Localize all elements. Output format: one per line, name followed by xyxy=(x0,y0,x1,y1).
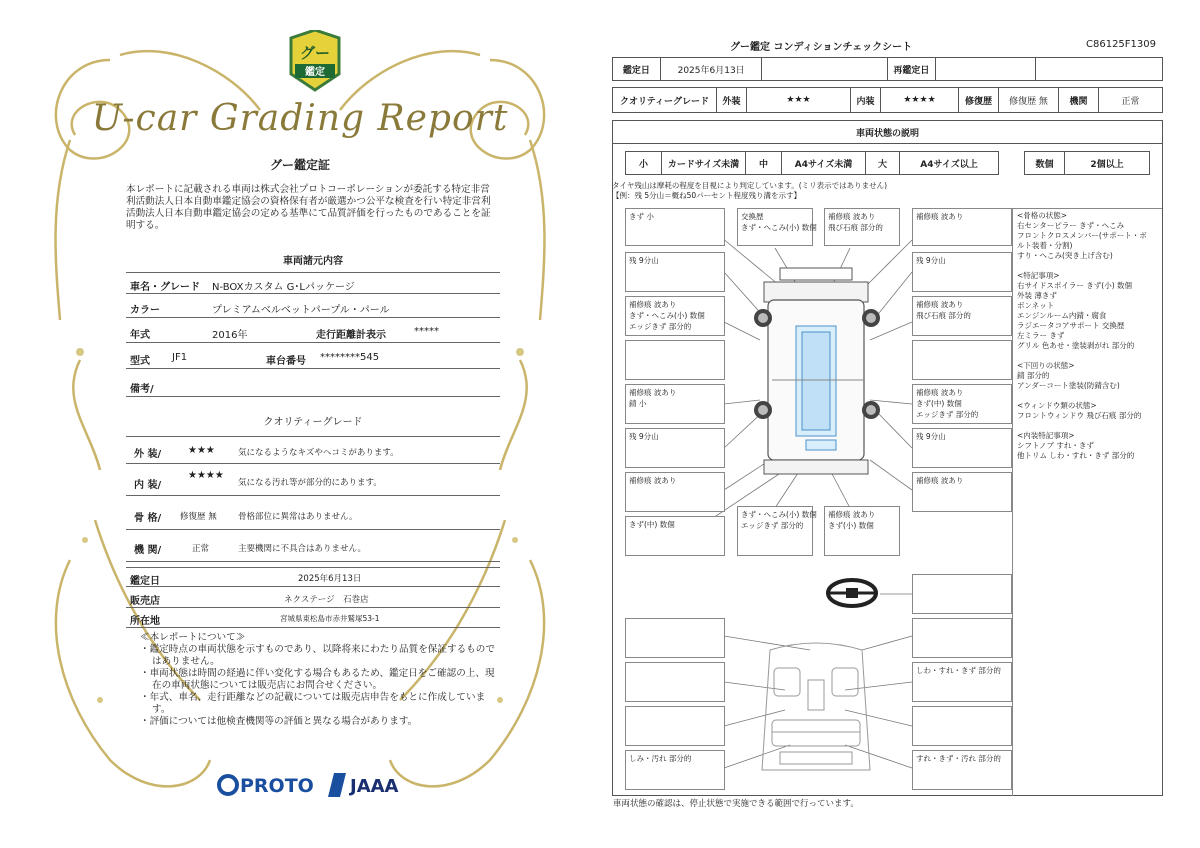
condition-box xyxy=(625,340,725,380)
jaaa-logo-icon xyxy=(328,773,346,797)
goo-appraisal-badge-icon xyxy=(287,30,343,92)
spec-row-remarks: 備考/ xyxy=(126,375,500,397)
condition-box: 補修痕 波あり 飛び石痕 部分的 xyxy=(824,208,900,246)
notes-special: <特記事項> 右サイドスポイラー きず(小) 数個 外装 薄きず ボンネット エンジンルーム内錆・腐食 ラジエータコアサポート 交換歴 左ミラー きず グリル 色あせ・塗装剥がれ 部分的 xyxy=(1017,271,1135,350)
date-row: 鑑定日 2025年6月13日 再鑑定日 xyxy=(612,57,1163,81)
condition-check-sheet xyxy=(600,0,1200,848)
notes-frame: <骨格の状態> 右センターピラー きず・へこみ フロントクロスメンバー(サポート・ボ ルト装着・分割) すり・へこみ(突き上げ含む) xyxy=(1017,211,1147,260)
state-title-row: 車両状態の説明 xyxy=(612,120,1163,144)
spec-row-name: 車名・グレード N-BOXカスタム G･Lパッケージ xyxy=(126,272,500,294)
condition-box: 補修痕 波あり 錆 小 xyxy=(625,384,725,424)
condition-box: しわ・すれ・きず 部分的 xyxy=(912,662,1012,702)
condition-box: 交換歴 きず・へこみ(小) 数個 xyxy=(737,208,813,246)
condition-box xyxy=(625,662,725,702)
notes-window: <ウィンドウ類の状態> フロントウィンドウ 飛び石痕 部分的 xyxy=(1017,401,1142,420)
svg-text:鑑定: 鑑定 xyxy=(305,67,325,78)
spec-row-color: カラー プレミアムベルベットパープル・パール xyxy=(126,296,500,318)
notes-interior: <内装特記事項> シフトノブ すれ・きず 他トリム しわ・すれ・きず 部分的 xyxy=(1017,431,1135,460)
condition-box: すれ・きず・汚れ 部分的 xyxy=(912,750,1012,790)
condition-box: 補修痕 波あり きず・へこみ(小) 数個 エッジきず 部分的 xyxy=(625,296,725,336)
condition-box: 残 9分山 xyxy=(912,428,1012,468)
appraisal-date-row: 鑑定日 2025年6月13日 xyxy=(126,567,500,587)
certificate-statement: 本レポートに記載される車両は株式会社プロトコーポレーションが委託する特定非営利活動法人日本自動車鑑定協会の資格保有者が厳選かつ公平な検査を行い特定非営利活動法人日本自動車鑑定協会の定める基準にて品質評価を行ったものであることを証明する。 xyxy=(126,184,491,231)
address-row: 所在地 宮城県東松島市赤井鷲塚53-1 xyxy=(126,608,500,628)
proto-logo-icon xyxy=(219,776,237,794)
size-legend: 小 カードサイズ未満 中 A4サイズ未満 大 A4サイズ以上 xyxy=(625,151,999,175)
quality-row-engine: 機 関/ 正常 主要機関に不具合はありません。 xyxy=(126,532,500,562)
condition-box: しみ・汚れ 部分的 xyxy=(625,750,725,790)
report-notes: ≪本レポートについて≫ ・鑑定時点の車両状態を示すものであり、以降将来にわたり品質を保証するものではありません。 ・車両状態は時間の経過に伴い変化する場合もあるため、鑑定日をご確認の上、現在の車両状態については販売店にお問合せください。 ・年式、車名、走行距離などの記載については販売店申告をもとに作成しています。 ・評価については他検査機関等の評価と異なる場合があります。 xyxy=(140,632,495,727)
car-interior-view-icon xyxy=(762,643,870,770)
svg-text:グー: グー xyxy=(299,44,331,62)
quality-row-exterior: 外 装/ ★★★ 気になるようなキズやヘコミがあります。 xyxy=(126,436,500,464)
sheet-title: グー鑑定 コンディションチェックシート xyxy=(730,42,913,53)
condition-box: きず 小 xyxy=(625,208,725,246)
condition-box xyxy=(912,574,1012,614)
quality-row-interior: 内 装/ ★★★★ 気になる汚れ等が部分的にあります。 xyxy=(126,466,500,496)
condition-box xyxy=(625,706,725,746)
condition-notes xyxy=(1012,208,1162,796)
steering-wheel-icon xyxy=(828,580,876,606)
condition-box: 補修痕 波あり xyxy=(625,472,725,512)
report-script-title: U-car Grading Report xyxy=(91,98,509,139)
condition-box xyxy=(625,618,725,658)
condition-box: 残 9分山 xyxy=(625,252,725,292)
certificate-heading: グー鑑定証 xyxy=(269,158,330,172)
condition-box: きず・へこみ(小) 数個 エッジきず 部分的 xyxy=(737,506,813,556)
condition-box: 補修痕 波あり xyxy=(912,208,1012,246)
quality-title: クオリティーグレード xyxy=(263,417,363,428)
condition-box: 補修痕 波あり 飛び石痕 部分的 xyxy=(912,296,1012,336)
quality-row-frame: 骨 格/ 修復歴 無 骨格部位に異常はありません。 xyxy=(126,500,500,530)
spec-row-year: 年式 2016年 走行距離計表示 ***** xyxy=(126,321,500,343)
specs-title: 車両諸元内容 xyxy=(283,256,343,267)
spec-row-model: 型式 JF1 車台番号 ********545 xyxy=(126,347,500,369)
condition-box: きず(中) 数個 xyxy=(625,516,725,556)
sheet-id: C86125F1309 xyxy=(1086,39,1156,50)
tire-legend: タイヤ残山は摩耗の程度を目視により判定しています。(ミリ表示ではありません) 【例：残 5分山＝概ね50パーセント程度残り溝を示す】 xyxy=(612,181,888,200)
sponsor-logos xyxy=(216,770,416,800)
condition-box: 補修痕 波あり xyxy=(912,472,1012,512)
count-legend: 数個 2個以上 xyxy=(1024,151,1150,175)
condition-box: 残 9分山 xyxy=(912,252,1012,292)
condition-box: 補修痕 波あり きず(中) 数個 エッジきず 部分的 xyxy=(912,384,1012,424)
sheet-footer: 車両状態の確認は、停止状態で実施できる範囲で行っています。 xyxy=(613,799,859,809)
grade-row: クオリティーグレード 外装 ★★★ 内装 ★★★★ 修復歴 修復歴 無 機関 正常 xyxy=(612,87,1163,113)
condition-box: 残 9分山 xyxy=(625,428,725,468)
dealer-row: 販売店 ネクステージ 石巻店 xyxy=(126,588,500,608)
condition-box xyxy=(912,618,1012,658)
condition-box xyxy=(912,340,1012,380)
notes-underbody: <下回りの状態> 錆 部分的 アンダーコート塗装(防錆含む) xyxy=(1017,361,1120,390)
car-top-view-icon xyxy=(754,268,880,474)
jaaa-logo: JAAA xyxy=(350,776,399,797)
proto-logo: PROTO xyxy=(240,775,314,797)
condition-box xyxy=(912,706,1012,746)
condition-box: 補修痕 波あり きず(小) 数個 xyxy=(824,506,900,556)
